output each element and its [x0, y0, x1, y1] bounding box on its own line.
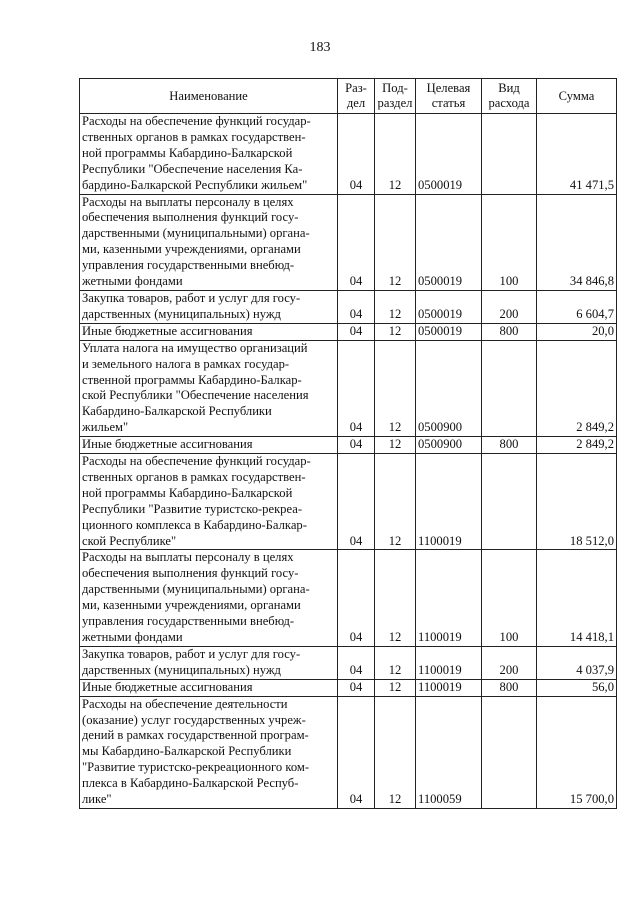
- row-razdel: 04: [338, 194, 375, 290]
- table-row: [80, 323, 617, 340]
- table-row: [80, 437, 617, 454]
- row-vid: [482, 454, 537, 550]
- row-podrazdel: 12: [375, 696, 416, 808]
- row-podrazdel: 12: [375, 454, 416, 550]
- header-vid: Вид расхода: [482, 79, 537, 114]
- row-vid: 100: [482, 194, 537, 290]
- row-name: Расходы на обеспечение функций государ- ственных органов в рамках государствен- ной программы Кабардино-Балкарской Республики "Обеспечение населения Ка- бардино-Балкарской Республики жильем": [80, 114, 338, 195]
- row-vid: 800: [482, 437, 537, 454]
- row-vid: [482, 696, 537, 808]
- row-summa: 6 604,7: [537, 290, 617, 323]
- row-name: Уплата налога на имущество организаций и земельного налога в рамках государ- ственной программы Кабардино-Балкар- ской Республики "Обеспечение населения Кабардино-Балкарской Республики жильем": [80, 340, 338, 436]
- row-name: Закупка товаров, работ и услуг для госу- дарственных (муниципальных) нужд: [80, 290, 338, 323]
- row-razdel: 04: [338, 114, 375, 195]
- table-row: [80, 550, 617, 646]
- row-name: Расходы на выплаты персоналу в целях обеспечения выполнения функций госу- дарственными (муниципальными) органа- ми, казенными учреждениями, органами управления государственными внебюд- жетными фондами: [80, 194, 338, 290]
- table-row: [80, 114, 617, 195]
- header-name: Наименование: [80, 79, 338, 114]
- row-razdel: 04: [338, 550, 375, 646]
- table-row: [80, 454, 617, 550]
- row-razdel: 04: [338, 437, 375, 454]
- row-statya: 0500019: [416, 194, 482, 290]
- row-summa: 34 846,8: [537, 194, 617, 290]
- row-podrazdel: 12: [375, 679, 416, 696]
- table-header-row: [80, 79, 617, 114]
- row-vid: [482, 340, 537, 436]
- row-summa: 41 471,5: [537, 114, 617, 195]
- row-name: Расходы на обеспечение функций государ- ственных органов в рамках государствен- ной программы Кабардино-Балкарской Республики "Развитие туристско-рекреа- ционного комплекса в Кабардино-Балкар- ской Республике": [80, 454, 338, 550]
- row-podrazdel: 12: [375, 114, 416, 195]
- row-summa: 15 700,0: [537, 696, 617, 808]
- row-vid: 200: [482, 646, 537, 679]
- row-summa: 20,0: [537, 323, 617, 340]
- row-name: Иные бюджетные ассигнования: [80, 679, 338, 696]
- row-vid: [482, 114, 537, 195]
- row-razdel: 04: [338, 323, 375, 340]
- row-statya: 0500019: [416, 323, 482, 340]
- header-podrazdel: Под- раздел: [375, 79, 416, 114]
- table-row: [80, 696, 617, 808]
- row-podrazdel: 12: [375, 290, 416, 323]
- row-podrazdel: 12: [375, 550, 416, 646]
- row-summa: 56,0: [537, 679, 617, 696]
- header-statya: Целевая статья: [416, 79, 482, 114]
- table-row: [80, 194, 617, 290]
- row-statya: 1100019: [416, 646, 482, 679]
- table-row: [80, 679, 617, 696]
- row-razdel: 04: [338, 290, 375, 323]
- row-name: Закупка товаров, работ и услуг для госу- дарственных (муниципальных) нужд: [80, 646, 338, 679]
- row-razdel: 04: [338, 340, 375, 436]
- row-summa: 18 512,0: [537, 454, 617, 550]
- row-podrazdel: 12: [375, 194, 416, 290]
- row-statya: 0500900: [416, 340, 482, 436]
- row-statya: 1100019: [416, 550, 482, 646]
- row-vid: 800: [482, 323, 537, 340]
- header-summa: Сумма: [537, 79, 617, 114]
- row-razdel: 04: [338, 646, 375, 679]
- table-row: [80, 646, 617, 679]
- table-row: [80, 340, 617, 436]
- row-statya: 0500900: [416, 437, 482, 454]
- row-statya: 1100019: [416, 679, 482, 696]
- header-razdel: Раз- дел: [338, 79, 375, 114]
- row-summa: 2 849,2: [537, 437, 617, 454]
- table-row: [80, 290, 617, 323]
- row-razdel: 04: [338, 454, 375, 550]
- row-statya: 0500019: [416, 114, 482, 195]
- row-summa: 2 849,2: [537, 340, 617, 436]
- row-statya: 0500019: [416, 290, 482, 323]
- row-name: Расходы на обеспечение деятельности (оказание) услуг государственных учреж- дений в рамках государственной програм- мы Кабардино-Балкарской Республики "Развитие туристско-рекреационного ком- плекса в Кабардино-Балкарской Респуб- лике": [80, 696, 338, 808]
- row-vid: 800: [482, 679, 537, 696]
- row-vid: 100: [482, 550, 537, 646]
- row-podrazdel: 12: [375, 646, 416, 679]
- row-podrazdel: 12: [375, 340, 416, 436]
- row-razdel: 04: [338, 696, 375, 808]
- row-summa: 14 418,1: [537, 550, 617, 646]
- row-summa: 4 037,9: [537, 646, 617, 679]
- row-podrazdel: 12: [375, 437, 416, 454]
- row-name: Иные бюджетные ассигнования: [80, 437, 338, 454]
- row-razdel: 04: [338, 679, 375, 696]
- budget-table: [79, 78, 617, 809]
- row-name: Расходы на выплаты персоналу в целях обеспечения выполнения функций госу- дарственными (муниципальными) органа- ми, казенными учреждениями, органами управления государственными внебюд- жетными фондами: [80, 550, 338, 646]
- row-podrazdel: 12: [375, 323, 416, 340]
- row-name: Иные бюджетные ассигнования: [80, 323, 338, 340]
- page-number: 183: [309, 40, 331, 55]
- row-statya: 1100059: [416, 696, 482, 808]
- row-statya: 1100019: [416, 454, 482, 550]
- row-vid: 200: [482, 290, 537, 323]
